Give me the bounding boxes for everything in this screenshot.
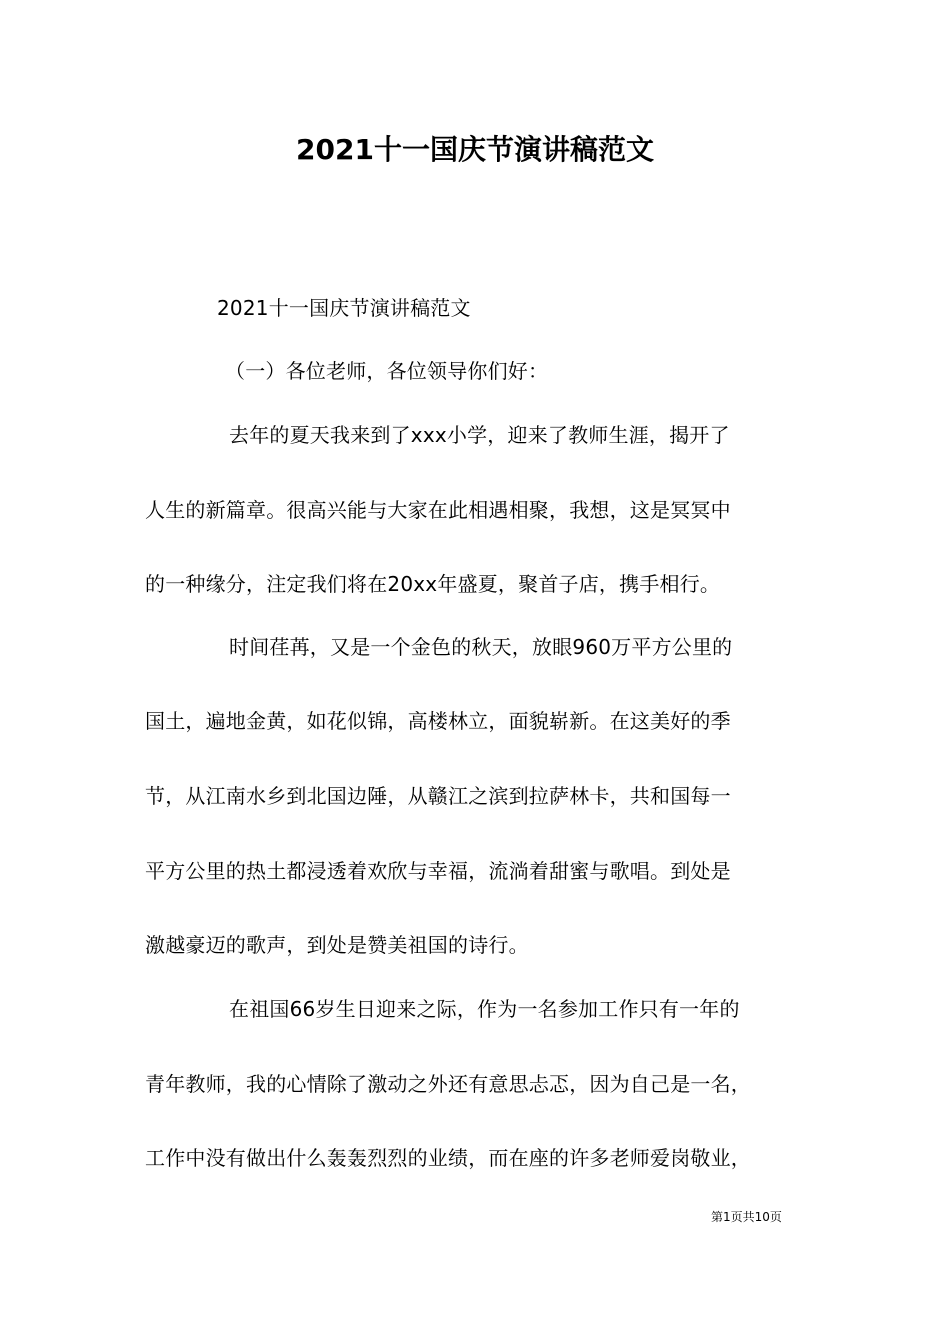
body-line: 激越豪迈的歌声，到处是赞美祖国的诗行。 — [145, 933, 529, 957]
body-line: 平方公里的热土都浸透着欢欣与幸福，流淌着甜蜜与歌唱。到处是 — [145, 859, 731, 883]
body-line: 2021十一国庆节演讲稿范文 — [217, 296, 471, 320]
body-line: 人生的新篇章。很高兴能与大家在此相遇相聚，我想，这是冥冥中 — [145, 498, 731, 522]
body-line: 时间荏苒，又是一个金色的秋天，放眼960万平方公里的 — [229, 635, 733, 659]
body-line: 在祖国66岁生日迎来之际，作为一名参加工作只有一年的 — [229, 997, 740, 1021]
body-line: 工作中没有做出什么轰轰烈烈的业绩，而在座的许多老师爱岗敬业， — [145, 1146, 751, 1170]
body-line: （一）各位老师，各位领导你们好： — [225, 359, 549, 383]
body-line: 的一种缘分，注定我们将在20xx年盛夏，聚首子店，携手相行。 — [145, 572, 721, 596]
body-line: 青年教师，我的心情除了激动之外还有意思忐忑，因为自己是一名， — [145, 1072, 751, 1096]
document-title: 2021十一国庆节演讲稿范文 — [296, 133, 654, 166]
body-line: 节，从江南水乡到北国边陲，从赣江之滨到拉萨林卡，共和国每一 — [145, 784, 731, 808]
page-number-footer: 第1页共10页 — [711, 1210, 782, 1224]
body-line: 国土，遍地金黄，如花似锦，高楼林立，面貌崭新。在这美好的季 — [145, 709, 731, 733]
body-line: 去年的夏天我来到了xxx小学，迎来了教师生涯，揭开了 — [229, 423, 730, 447]
